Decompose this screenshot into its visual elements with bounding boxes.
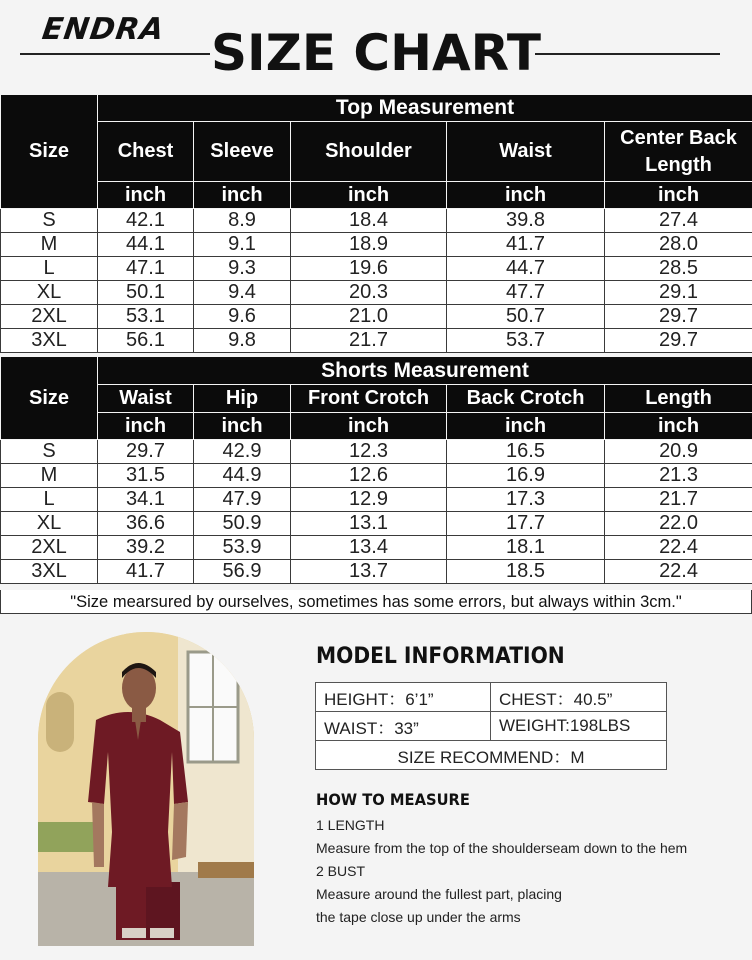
how-to-measure-title: HOW TO MEASURE xyxy=(316,790,470,809)
size-cell: L xyxy=(1,257,98,281)
model-height: HEIGHT：6’1” xyxy=(316,683,491,712)
table-row xyxy=(1,209,752,233)
measurement-cell: 18.5 xyxy=(447,560,605,584)
section-title: Top Measurement xyxy=(98,95,752,122)
measurement-cell: 41.7 xyxy=(98,560,194,584)
measurement-cell: 41.7 xyxy=(447,233,605,257)
unit-label: inch xyxy=(98,182,194,209)
measurement-cell: 29.7 xyxy=(98,440,194,464)
table-row xyxy=(1,440,752,464)
table-row xyxy=(1,281,752,305)
size-header: Size xyxy=(1,95,98,209)
column-header: Length xyxy=(605,385,752,413)
measurement-cell: 16.9 xyxy=(447,464,605,488)
size-cell: 3XL xyxy=(1,329,98,353)
column-header: Chest xyxy=(98,122,194,182)
measurement-cell: 22.4 xyxy=(605,560,752,584)
measurement-cell: 12.6 xyxy=(291,464,447,488)
measurement-cell: 42.1 xyxy=(98,209,194,233)
measurement-cell: 20.3 xyxy=(291,281,447,305)
measurement-cell: 9.6 xyxy=(194,305,291,329)
measurement-cell: 27.4 xyxy=(605,209,752,233)
measurement-cell: 17.7 xyxy=(447,512,605,536)
measurement-cell: 34.1 xyxy=(98,488,194,512)
measurement-cell: 12.9 xyxy=(291,488,447,512)
table-row xyxy=(1,257,752,281)
measurement-cell: 47.1 xyxy=(98,257,194,281)
measurement-cell: 53.9 xyxy=(194,536,291,560)
model-photo xyxy=(38,632,254,946)
unit-label: inch xyxy=(194,182,291,209)
measurement-cell: 39.2 xyxy=(98,536,194,560)
measurement-cell: 9.1 xyxy=(194,233,291,257)
measurement-cell: 53.1 xyxy=(98,305,194,329)
measurement-cell: 47.7 xyxy=(447,281,605,305)
measurement-cell: 28.5 xyxy=(605,257,752,281)
measurement-cell: 18.4 xyxy=(291,209,447,233)
table-row xyxy=(1,464,752,488)
measurement-cell: 29.7 xyxy=(605,305,752,329)
measurement-cell: 18.1 xyxy=(447,536,605,560)
brand-logo: ENDRA xyxy=(40,12,167,47)
measurement-cell: 13.7 xyxy=(291,560,447,584)
step-text: the tape close up under the arms xyxy=(316,909,521,925)
size-cell: XL xyxy=(1,281,98,305)
measurement-cell: 44.7 xyxy=(447,257,605,281)
size-cell: 2XL xyxy=(1,536,98,560)
measurement-cell: 21.7 xyxy=(291,329,447,353)
unit-label: inch xyxy=(605,413,752,440)
unit-label: inch xyxy=(194,413,291,440)
measurement-note: "Size mearsured by ourselves, sometimes has some errors, but always within 3cm." xyxy=(0,590,752,614)
unit-label: inch xyxy=(291,413,447,440)
size-cell: M xyxy=(1,464,98,488)
measurement-cell: 36.6 xyxy=(98,512,194,536)
model-chest: CHEST：40.5” xyxy=(491,683,667,712)
top-measurement-table xyxy=(0,94,752,353)
shorts-measurement-table xyxy=(0,356,752,584)
measurement-cell: 18.9 xyxy=(291,233,447,257)
page-title: SIZE CHART xyxy=(210,24,542,82)
column-header: Hip xyxy=(194,385,291,413)
measurement-cell: 31.5 xyxy=(98,464,194,488)
model-info-title: MODEL INFORMATION xyxy=(316,644,565,669)
step-heading: 2 BUST xyxy=(316,863,366,879)
model-weight: WEIGHT:198LBS xyxy=(491,712,667,741)
measurement-cell: 28.0 xyxy=(605,233,752,257)
column-header: Sleeve xyxy=(194,122,291,182)
column-header: Shoulder xyxy=(291,122,447,182)
measurement-cell: 29.7 xyxy=(605,329,752,353)
measurement-cell: 39.8 xyxy=(447,209,605,233)
unit-label: inch xyxy=(447,413,605,440)
table-row xyxy=(1,233,752,257)
size-cell: M xyxy=(1,233,98,257)
measurement-cell: 22.4 xyxy=(605,536,752,560)
size-header: Size xyxy=(1,357,98,440)
measurement-cell: 56.1 xyxy=(98,329,194,353)
table-row xyxy=(1,305,752,329)
size-cell: XL xyxy=(1,512,98,536)
step-text: Measure around the fullest part, placing xyxy=(316,886,562,902)
column-header: Back Crotch xyxy=(447,385,605,413)
measurement-cell: 12.3 xyxy=(291,440,447,464)
measurement-cell: 50.7 xyxy=(447,305,605,329)
measurement-cell: 21.0 xyxy=(291,305,447,329)
measurement-cell: 44.9 xyxy=(194,464,291,488)
measurement-cell: 19.6 xyxy=(291,257,447,281)
section-title: Shorts Measurement xyxy=(98,357,752,385)
size-cell: S xyxy=(1,440,98,464)
measurement-cell: 21.7 xyxy=(605,488,752,512)
step-heading: 1 LENGTH xyxy=(316,817,385,833)
table-row xyxy=(1,536,752,560)
table-row xyxy=(1,329,752,353)
measurement-cell: 56.9 xyxy=(194,560,291,584)
size-cell: 3XL xyxy=(1,560,98,584)
measurement-cell: 9.3 xyxy=(194,257,291,281)
column-header: Front Crotch xyxy=(291,385,447,413)
table-row xyxy=(1,512,752,536)
step-text: Measure from the top of the shoulderseam down to the hem xyxy=(316,840,688,856)
measurement-cell: 50.1 xyxy=(98,281,194,305)
column-header: Waist xyxy=(447,122,605,182)
measurement-cell: 42.9 xyxy=(194,440,291,464)
measurement-cell: 50.9 xyxy=(194,512,291,536)
model-section xyxy=(0,616,752,960)
model-illustration xyxy=(38,632,254,946)
table-row xyxy=(1,560,752,584)
size-cell: S xyxy=(1,209,98,233)
measurement-cell: 17.3 xyxy=(447,488,605,512)
measurement-cell: 13.1 xyxy=(291,512,447,536)
unit-label: inch xyxy=(447,182,605,209)
measurement-cell: 21.3 xyxy=(605,464,752,488)
measurement-cell: 9.8 xyxy=(194,329,291,353)
measurement-cell: 22.0 xyxy=(605,512,752,536)
measurement-cell: 53.7 xyxy=(447,329,605,353)
measurement-cell: 16.5 xyxy=(447,440,605,464)
size-cell: 2XL xyxy=(1,305,98,329)
measurement-cell: 8.9 xyxy=(194,209,291,233)
model-info-table xyxy=(315,682,667,770)
model-waist: WAIST：33” xyxy=(316,712,491,741)
measurement-cell: 47.9 xyxy=(194,488,291,512)
unit-label: inch xyxy=(291,182,447,209)
measurement-cell: 13.4 xyxy=(291,536,447,560)
measurement-cell: 44.1 xyxy=(98,233,194,257)
measurement-cell: 9.4 xyxy=(194,281,291,305)
column-header: Waist xyxy=(98,385,194,413)
table-row xyxy=(1,488,752,512)
unit-label: inch xyxy=(98,413,194,440)
measurement-cell: 29.1 xyxy=(605,281,752,305)
unit-label: inch xyxy=(605,182,752,209)
size-cell: L xyxy=(1,488,98,512)
measurement-cell: 20.9 xyxy=(605,440,752,464)
header xyxy=(0,0,752,94)
size-recommend: SIZE RECOMMEND：M xyxy=(316,741,667,770)
column-header: Center Back Length xyxy=(605,122,752,182)
